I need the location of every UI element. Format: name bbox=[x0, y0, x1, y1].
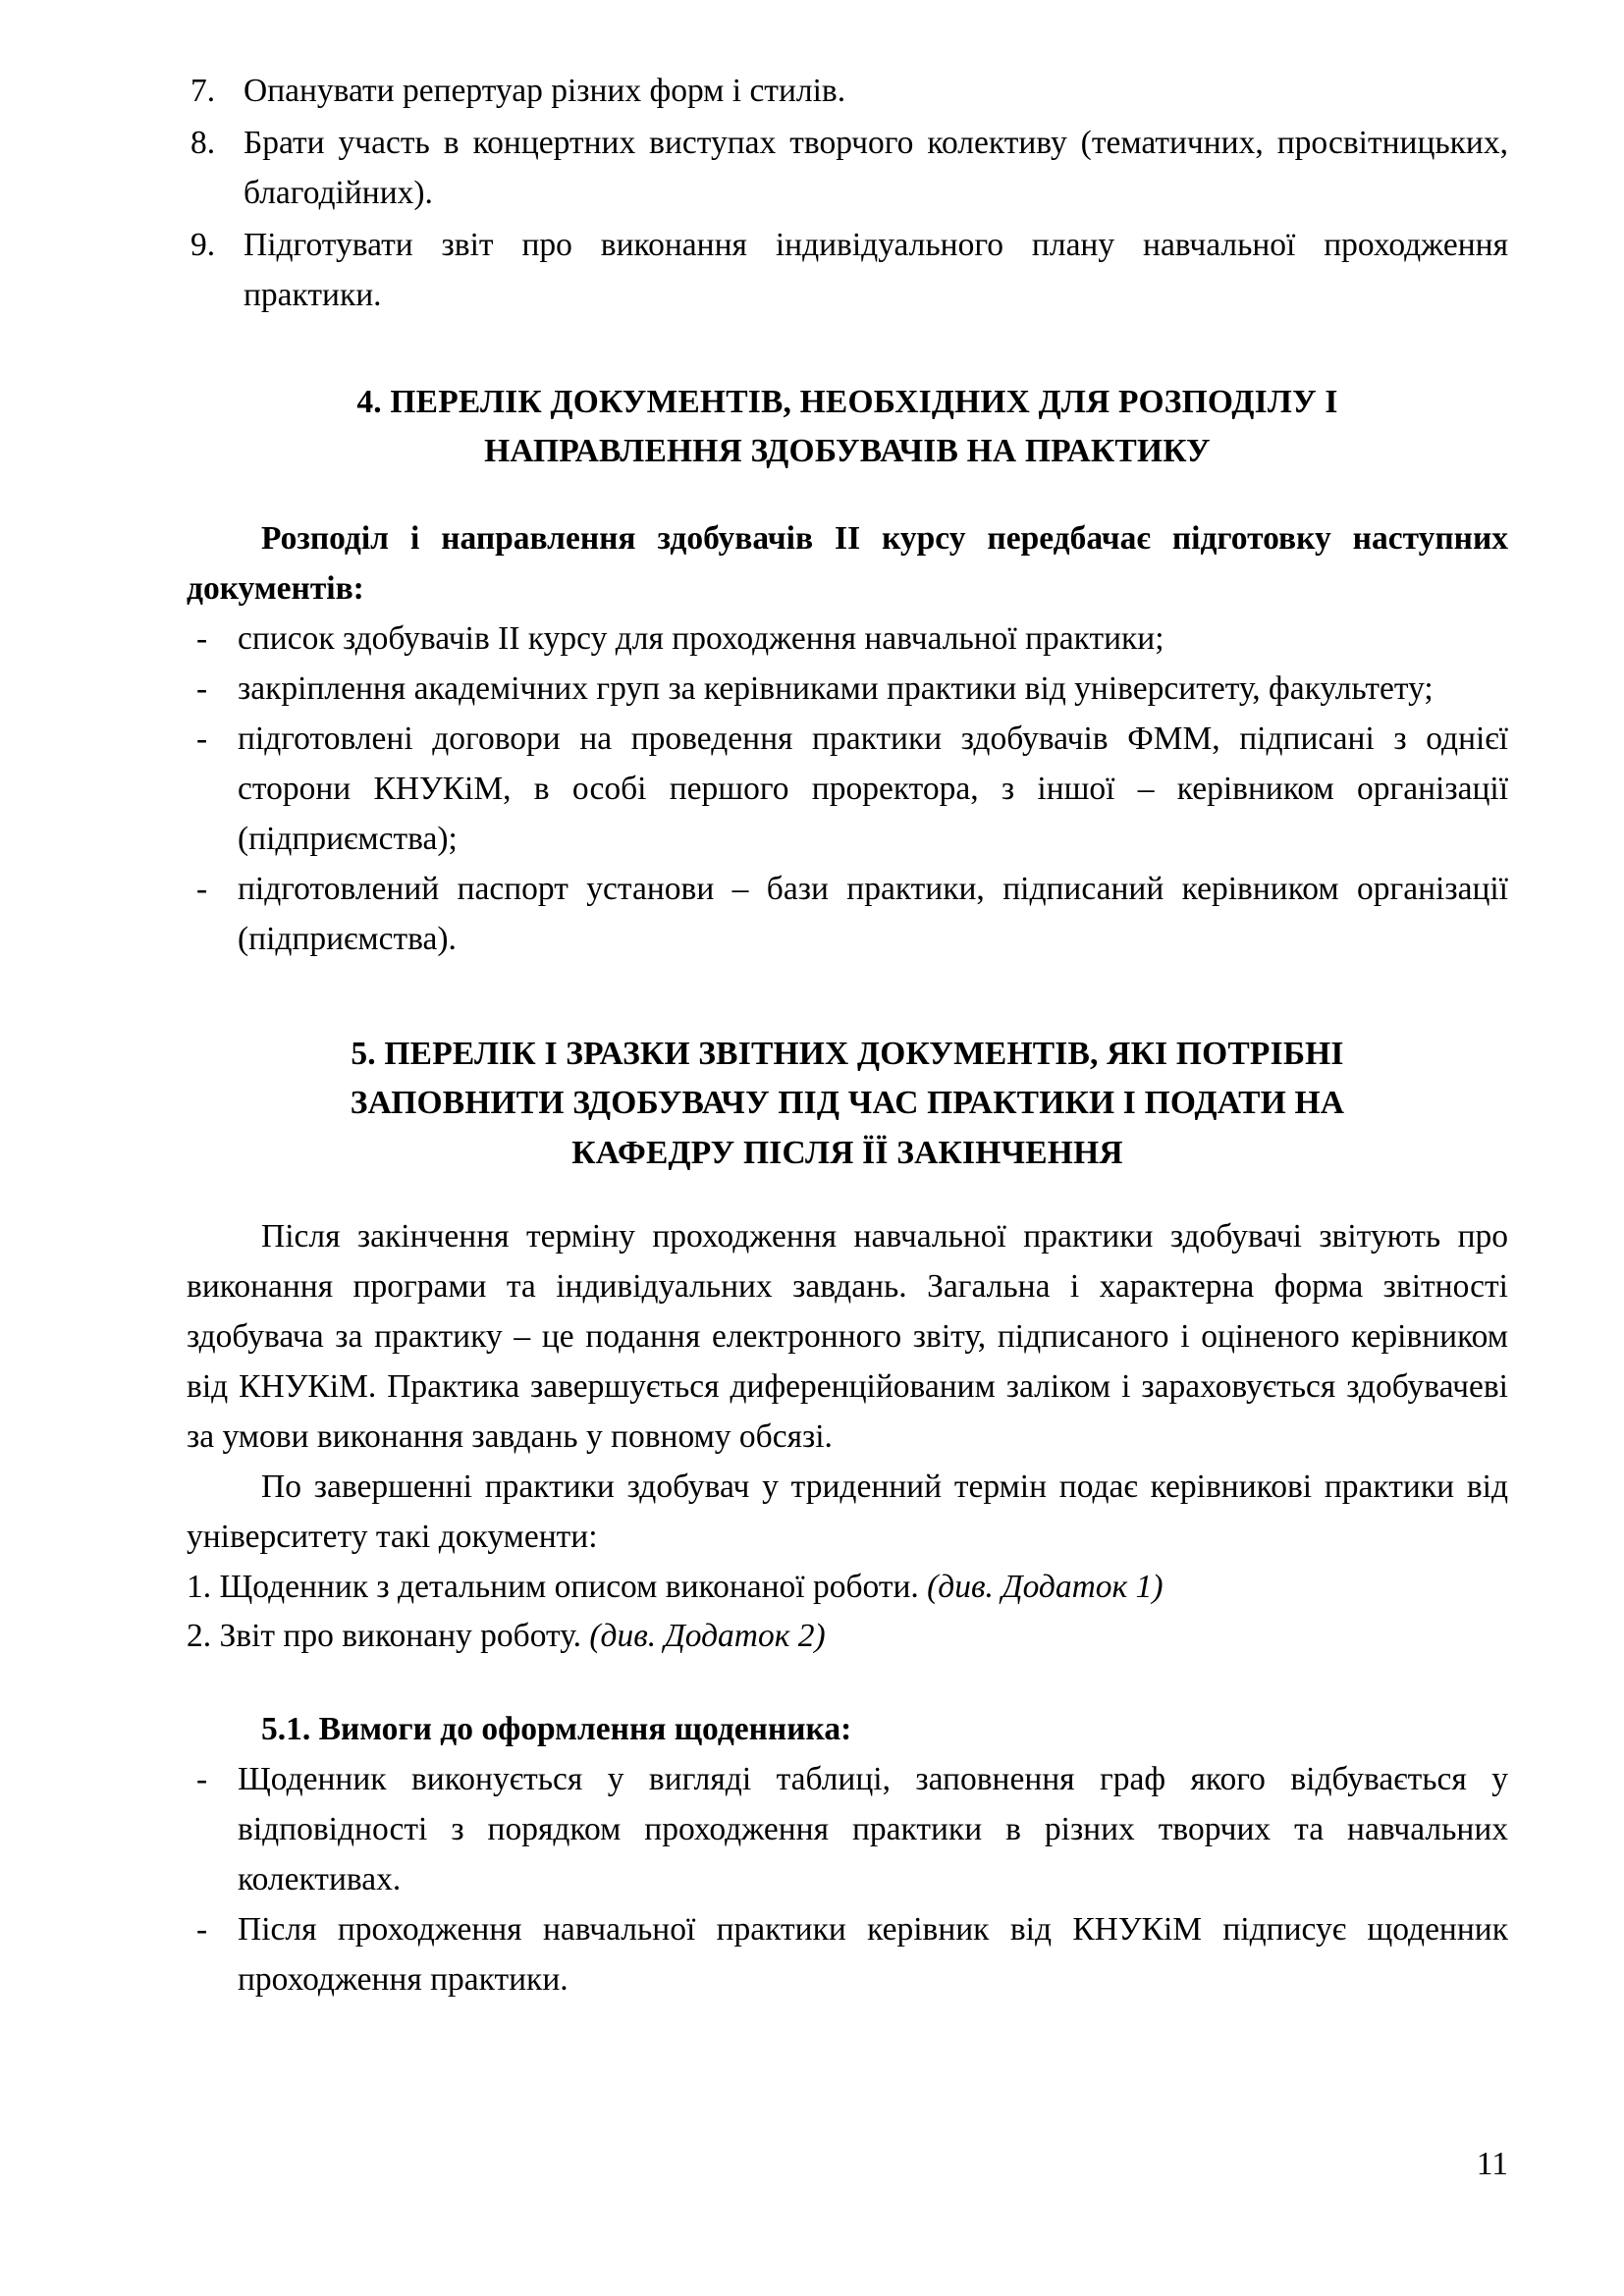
spacer bbox=[187, 1185, 1508, 1212]
document-body bbox=[187, 67, 1508, 2005]
section-4-heading-line-1: 4. ПЕРЕЛІК ДОКУМЕНТІВ, НЕОБХІДНИХ ДЛЯ РОЗПОДІЛУ І bbox=[356, 383, 1338, 420]
list-item-text: Після проходження навчальної практики керівник від КНУКіМ підписує щоденник проходження практики. bbox=[238, 1911, 1508, 1998]
section-5-heading-line-3: КАФЕДРУ ПІСЛЯ ЇЇ ЗАКІНЧЕННЯ bbox=[571, 1135, 1123, 1172]
list-item-text: Опанувати репертуар різних форм і стилів. bbox=[244, 73, 846, 109]
dash-bullet-icon: - bbox=[196, 1761, 208, 1798]
report-document-item-1-text: 1. Щоденник з детальним описом виконаної роботи. bbox=[187, 1568, 928, 1605]
dash-bullet-icon: - bbox=[196, 1911, 208, 1948]
list-item-text: підготовлені договори на проведення практики здобувачів ФММ, підписані з однієї сторони КНУКіМ, в особі першого проректора, з іншої – керівником організації (підприємства); bbox=[238, 720, 1508, 857]
list-item bbox=[187, 1755, 1508, 1905]
list-item bbox=[187, 221, 1508, 321]
dash-bullet-icon: - bbox=[196, 670, 208, 708]
list-item bbox=[187, 715, 1508, 865]
list-item-marker: 9. bbox=[190, 226, 216, 263]
report-document-item-1 bbox=[187, 1563, 1508, 1613]
list-item bbox=[187, 1905, 1508, 2005]
objectives-list bbox=[187, 67, 1508, 321]
dash-bullet-icon: - bbox=[196, 620, 208, 658]
report-document-item-2-text: 2. Звіт про виконану роботу. bbox=[187, 1618, 590, 1655]
section-5-heading-line-2: ЗАПОВНИТИ ЗДОБУВАЧУ ПІД ЧАС ПРАКТИКИ І ПОДАТИ НА bbox=[350, 1085, 1345, 1122]
report-document-item-2-note: (див. Додаток 2) bbox=[589, 1618, 826, 1655]
dash-bullet-icon: - bbox=[196, 720, 208, 757]
page-title-section-4 bbox=[187, 378, 1508, 478]
section-5-paragraph-2: По завершенні практики здобувач у триденний термін подає керівникові практики від університету такі документи: bbox=[187, 1468, 1508, 1555]
list-item bbox=[187, 67, 1508, 117]
list-item-text: закріплення академічних груп за керівниками практики від університету, факультету; bbox=[238, 670, 1434, 708]
section-5-paragraph-1: Після закінчення терміну проходження навчальної практики здобувачі звітують про виконання програми та індивідуальних завдань. Загальна і характерна форма звітності здобувача за практику – це подання електронного звіту, підписаного і оціненого керівником від КНУКіМ. Практика завершується диференційованим заліком і зараховується здобувачеві за умови виконання завдань у повному обсязі. bbox=[187, 1218, 1508, 1455]
spacer bbox=[187, 487, 1508, 514]
list-item-text: Щоденник виконується у вигляді таблиці, заповнення граф якого відбувається у відповідності з порядком проходження практики в різних творчих та навчальних колективах. bbox=[238, 1761, 1508, 1898]
spacer bbox=[187, 1662, 1508, 1705]
section-4-intro-paragraph: Розподіл і направлення здобувачів ІІ курсу передбачає підготовку наступних документів: bbox=[187, 520, 1508, 608]
subsection-5-1-requirements-list bbox=[187, 1755, 1508, 2005]
section-5-heading-line-1: 5. ПЕРЕЛІК І ЗРАЗКИ ЗВІТНИХ ДОКУМЕНТІВ, ЯКІ ПОТРІБНІ bbox=[351, 1035, 1344, 1072]
list-item-text: Підготувати звіт про виконання індивідуального плану навчальної проходження практики. bbox=[244, 226, 1508, 313]
page-title-section-5 bbox=[187, 1030, 1508, 1180]
page-number: 11 bbox=[1476, 2145, 1508, 2182]
list-item bbox=[187, 119, 1508, 219]
section-4-document-list bbox=[187, 614, 1508, 964]
list-item bbox=[187, 614, 1508, 665]
list-item bbox=[187, 665, 1508, 715]
list-item-marker: 8. bbox=[190, 124, 216, 161]
report-document-item-1-note: (див. Додаток 1) bbox=[927, 1568, 1164, 1605]
section-4-heading-line-2: НАПРАВЛЕННЯ ЗДОБУВАЧІВ НА ПРАКТИКУ bbox=[484, 433, 1211, 470]
list-item-text: підготовлений паспорт установи – бази практики, підписаний керівником організації (підприємства). bbox=[238, 870, 1508, 957]
list-item-text: Брати участь в концертних виступах творчого колективу (тематичних, просвітницьких, благодійних). bbox=[244, 124, 1508, 211]
list-item bbox=[187, 865, 1508, 965]
list-item-text: список здобувачів ІІ курсу для проходження навчальної практики; bbox=[238, 620, 1164, 658]
report-document-item-2 bbox=[187, 1612, 1508, 1662]
section-5-heading-block bbox=[187, 1030, 1508, 1180]
list-item-marker: 7. bbox=[190, 73, 216, 109]
section-4-heading-block bbox=[187, 378, 1508, 478]
subsection-5-1-title: 5.1. Вимоги до оформлення щоденника: bbox=[261, 1711, 852, 1748]
dash-bullet-icon: - bbox=[196, 870, 208, 907]
